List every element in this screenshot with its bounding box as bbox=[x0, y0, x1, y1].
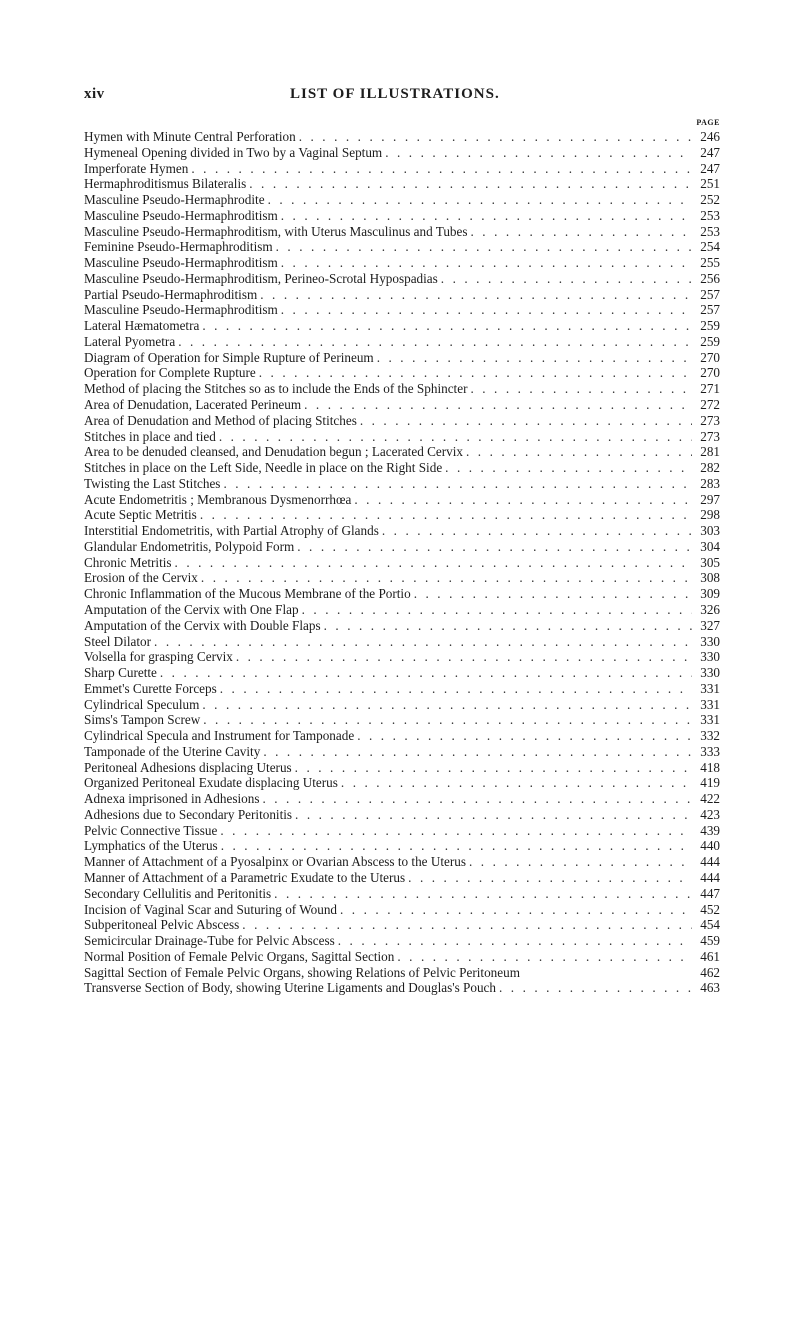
entry-label: Chronic Inflammation of the Mucous Membrane of the Portio bbox=[84, 586, 411, 602]
entry-page: 461 bbox=[700, 948, 720, 964]
entry-label: Feminine Pseudo-Hermaphroditism bbox=[84, 239, 273, 255]
entry-label: Imperforate Hymen bbox=[84, 160, 189, 176]
entry-page: 259 bbox=[700, 333, 720, 349]
entry-page: 270 bbox=[700, 349, 720, 365]
dot-leader bbox=[242, 917, 692, 933]
list-item bbox=[84, 523, 720, 539]
list-item bbox=[84, 697, 720, 713]
list-item bbox=[84, 807, 720, 823]
dot-leader bbox=[202, 697, 692, 713]
entry-label: Incision of Vaginal Scar and Suturing of Wound bbox=[84, 901, 338, 917]
entry-page: 253 bbox=[700, 207, 720, 223]
entry-label: Pelvic Connective Tissue bbox=[84, 822, 218, 838]
entry-label: Masculine Pseudo-Hermaphroditism bbox=[84, 207, 278, 223]
list-item bbox=[84, 602, 720, 618]
list-item bbox=[84, 476, 720, 492]
entry-label: Normal Position of Female Pelvic Organs, Sagittal Section bbox=[84, 948, 395, 964]
entry-label: Peritoneal Adhesions displacing Uterus bbox=[84, 759, 292, 775]
list-item bbox=[84, 886, 720, 902]
entry-page: 454 bbox=[700, 917, 720, 933]
list-item bbox=[84, 255, 720, 271]
entry-label: Acute Septic Metritis bbox=[84, 507, 197, 523]
entry-label: Lateral Pyometra bbox=[84, 333, 176, 349]
list-item bbox=[84, 145, 720, 161]
entry-page: 247 bbox=[700, 144, 720, 160]
dot-leader bbox=[223, 476, 692, 492]
list-item bbox=[84, 129, 720, 145]
list-item bbox=[84, 649, 720, 665]
list-item bbox=[84, 728, 720, 744]
dot-leader bbox=[382, 523, 692, 539]
entry-label: Lymphatics of the Uterus bbox=[84, 838, 218, 854]
dot-leader bbox=[408, 870, 692, 886]
entry-page: 327 bbox=[700, 617, 720, 633]
dot-leader bbox=[259, 365, 692, 381]
dot-leader bbox=[469, 854, 692, 870]
dot-leader bbox=[471, 224, 692, 240]
list-item bbox=[84, 760, 720, 776]
entry-page: 444 bbox=[700, 869, 720, 885]
list-item bbox=[84, 744, 720, 760]
dot-leader bbox=[360, 413, 692, 429]
list-item bbox=[84, 965, 720, 981]
dot-leader bbox=[397, 949, 692, 965]
list-item bbox=[84, 397, 720, 413]
entry-page: 281 bbox=[700, 444, 720, 460]
entry-page: 253 bbox=[700, 223, 720, 239]
entry-page: 257 bbox=[700, 302, 720, 318]
entry-page: 331 bbox=[700, 712, 720, 728]
list-item bbox=[84, 539, 720, 555]
dot-leader bbox=[220, 823, 692, 839]
dot-leader bbox=[302, 602, 692, 618]
entry-page: 447 bbox=[700, 885, 720, 901]
dot-leader bbox=[445, 460, 692, 476]
dot-leader bbox=[260, 287, 692, 303]
list-item bbox=[84, 318, 720, 334]
dot-leader bbox=[262, 791, 692, 807]
dot-leader bbox=[414, 586, 692, 602]
entry-page: 254 bbox=[700, 239, 720, 255]
dot-leader bbox=[154, 634, 692, 650]
entry-page: 459 bbox=[700, 933, 720, 949]
dot-leader bbox=[470, 381, 692, 397]
entry-label: Manner of Attachment of a Parametric Exudate to the Uterus bbox=[84, 869, 406, 885]
dot-leader bbox=[236, 649, 692, 665]
dot-leader bbox=[281, 302, 692, 318]
dot-leader bbox=[175, 555, 692, 571]
entry-label: Adnexa imprisoned in Adhesions bbox=[84, 791, 260, 807]
list-item bbox=[84, 775, 720, 791]
entry-label: Lateral Hæmatometra bbox=[84, 318, 200, 334]
list-item bbox=[84, 665, 720, 681]
dot-leader bbox=[304, 397, 692, 413]
dot-leader bbox=[268, 192, 692, 208]
entry-label: Amputation of the Cervix with One Flap bbox=[84, 601, 299, 617]
list-item bbox=[84, 838, 720, 854]
entry-page: 309 bbox=[700, 586, 720, 602]
entry-page: 273 bbox=[700, 412, 720, 428]
entry-label: Hymen with Minute Central Perforation bbox=[84, 129, 296, 144]
entry-page: 330 bbox=[700, 633, 720, 649]
list-item bbox=[84, 618, 720, 634]
dot-leader bbox=[338, 933, 692, 949]
list-item bbox=[84, 917, 720, 933]
entry-page: 331 bbox=[700, 680, 720, 696]
entry-label: Sagittal Section of Female Pelvic Organs, showing Relations of Pelvic Peritoneum bbox=[84, 964, 520, 980]
entry-page: 255 bbox=[700, 255, 720, 271]
dot-leader bbox=[221, 838, 692, 854]
list-item bbox=[84, 507, 720, 523]
list-item bbox=[84, 712, 720, 728]
entry-page: 257 bbox=[700, 286, 720, 302]
entry-page: 330 bbox=[700, 665, 720, 681]
list-item bbox=[84, 302, 720, 318]
dot-leader bbox=[220, 681, 692, 697]
entry-label: Subperitoneal Pelvic Abscess bbox=[84, 917, 240, 933]
list-item bbox=[84, 681, 720, 697]
dot-leader bbox=[202, 318, 692, 334]
dot-leader bbox=[295, 760, 692, 776]
entry-page: 326 bbox=[700, 601, 720, 617]
entry-page: 444 bbox=[700, 854, 720, 870]
entry-label: Twisting the Last Stitches bbox=[84, 475, 221, 491]
dot-leader bbox=[297, 539, 692, 555]
list-item bbox=[84, 287, 720, 303]
entry-page: 452 bbox=[700, 901, 720, 917]
entry-label: Secondary Cellulitis and Peritonitis bbox=[84, 885, 272, 901]
entry-page: 305 bbox=[700, 554, 720, 570]
entry-page: 246 bbox=[700, 129, 720, 144]
entry-page: 463 bbox=[700, 980, 720, 996]
entry-label: Masculine Pseudo-Hermaphroditism, Perineo-Scrotal Hypospadias bbox=[84, 270, 438, 286]
entry-page: 271 bbox=[700, 381, 720, 397]
page-title: LIST OF ILLUSTRATIONS. bbox=[290, 86, 500, 102]
list-item bbox=[84, 823, 720, 839]
list-item bbox=[84, 902, 720, 918]
list-item bbox=[84, 460, 720, 476]
dot-leader bbox=[191, 161, 692, 177]
entry-label: Diagram of Operation for Simple Rupture of Perineum bbox=[84, 349, 374, 365]
entry-page: 283 bbox=[700, 475, 720, 491]
dot-leader bbox=[203, 712, 692, 728]
dot-leader bbox=[219, 429, 692, 445]
list-item bbox=[84, 350, 720, 366]
dot-leader bbox=[357, 728, 692, 744]
entry-page: 423 bbox=[700, 806, 720, 822]
list-item bbox=[84, 949, 720, 965]
entry-page: 282 bbox=[700, 460, 720, 476]
entry-page: 462 bbox=[700, 964, 720, 980]
list-item bbox=[84, 381, 720, 397]
entry-label: Transverse Section of Body, showing Uterine Ligaments and Douglas's Pouch bbox=[84, 980, 496, 996]
entry-label: Steel Dilator bbox=[84, 633, 152, 649]
entry-page: 330 bbox=[700, 649, 720, 665]
dot-leader bbox=[281, 208, 692, 224]
list-item bbox=[84, 444, 720, 460]
entry-page: 419 bbox=[700, 775, 720, 791]
entry-label: Area of Denudation, Lacerated Perineum bbox=[84, 397, 302, 413]
entry-label: Cylindrical Specula and Instrument for Tamponade bbox=[84, 728, 355, 744]
dot-leader bbox=[200, 507, 692, 523]
entry-label: Glandular Endometritis, Polypoid Form bbox=[84, 538, 295, 554]
entry-page: 418 bbox=[700, 759, 720, 775]
page-column-label: PAGE bbox=[696, 118, 720, 127]
entry-label: Cylindrical Speculum bbox=[84, 696, 200, 712]
entry-page: 273 bbox=[700, 428, 720, 444]
entry-label: Erosion of the Cervix bbox=[84, 570, 198, 586]
dot-leader bbox=[324, 618, 692, 634]
list-item bbox=[84, 870, 720, 886]
entry-page: 247 bbox=[700, 160, 720, 176]
entry-page: 304 bbox=[700, 538, 720, 554]
entry-label: Hymeneal Opening divided in Two by a Vaginal Septum bbox=[84, 144, 383, 160]
list-item bbox=[84, 429, 720, 445]
dot-leader bbox=[281, 255, 692, 271]
entry-page: 332 bbox=[700, 728, 720, 744]
entry-label: Adhesions due to Secondary Peritonitis bbox=[84, 806, 293, 822]
entry-label: Masculine Pseudo-Hermaphroditism bbox=[84, 255, 278, 271]
entry-label: Masculine Pseudo-Hermaphroditism bbox=[84, 302, 278, 318]
list-item bbox=[84, 208, 720, 224]
entry-label: Chronic Metritis bbox=[84, 554, 172, 570]
list-item bbox=[84, 570, 720, 586]
list-item bbox=[84, 413, 720, 429]
entry-label: Stitches in place and tied bbox=[84, 428, 216, 444]
entry-label: Area of Denudation and Method of placing Stitches bbox=[84, 412, 357, 428]
list-item bbox=[84, 555, 720, 571]
dot-leader bbox=[295, 807, 692, 823]
entry-page: 256 bbox=[700, 270, 720, 286]
list-item bbox=[84, 791, 720, 807]
list-item bbox=[84, 176, 720, 192]
list-item bbox=[84, 634, 720, 650]
list-item bbox=[84, 161, 720, 177]
entry-label: Volsella for grasping Cervix bbox=[84, 649, 233, 665]
page-number: xiv bbox=[84, 86, 105, 102]
entry-page: 252 bbox=[700, 192, 720, 208]
dot-leader bbox=[385, 145, 692, 161]
dot-leader bbox=[160, 665, 692, 681]
dot-leader bbox=[201, 570, 692, 586]
list-item bbox=[84, 492, 720, 508]
entry-label: Method of placing the Stitches so as to include the Ends of the Sphincter bbox=[84, 381, 468, 397]
entry-label: Acute Endometritis ; Membranous Dysmenorrhœa bbox=[84, 491, 352, 507]
dot-leader bbox=[299, 129, 692, 145]
list-item bbox=[84, 365, 720, 381]
entry-page: 297 bbox=[700, 491, 720, 507]
list-item bbox=[84, 192, 720, 208]
list-item bbox=[84, 854, 720, 870]
list-item bbox=[84, 271, 720, 287]
list-item bbox=[84, 224, 720, 240]
entry-page: 333 bbox=[700, 743, 720, 759]
entry-page: 303 bbox=[700, 523, 720, 539]
entry-page: 308 bbox=[700, 570, 720, 586]
dot-leader bbox=[263, 744, 692, 760]
dot-leader bbox=[274, 886, 692, 902]
dot-leader bbox=[249, 176, 692, 192]
entry-label: Area to be denuded cleansed, and Denudation begun ; Lacerated Cervix bbox=[84, 444, 463, 460]
entry-label: Sims's Tampon Screw bbox=[84, 712, 201, 728]
entry-label: Semicircular Drainage-Tube for Pelvic Abscess bbox=[84, 933, 335, 949]
dot-leader bbox=[441, 271, 692, 287]
entry-label: Sharp Curette bbox=[84, 665, 157, 681]
entry-label: Emmet's Curette Forceps bbox=[84, 680, 217, 696]
list-item bbox=[84, 980, 720, 996]
dot-leader bbox=[276, 239, 692, 255]
entry-page: 298 bbox=[700, 507, 720, 523]
dot-leader bbox=[340, 902, 692, 918]
entry-label: Interstitial Endometritis, with Partial Atrophy of Glands bbox=[84, 523, 379, 539]
list-item bbox=[84, 239, 720, 255]
list-item bbox=[84, 933, 720, 949]
entry-label: Amputation of the Cervix with Double Flaps bbox=[84, 617, 321, 633]
running-head bbox=[84, 86, 718, 106]
entry-page: 259 bbox=[700, 318, 720, 334]
entry-label: Masculine Pseudo-Hermaphroditism, with Uterus Masculinus and Tubes bbox=[84, 223, 468, 239]
entry-label: Masculine Pseudo-Hermaphrodite bbox=[84, 192, 265, 208]
entry-label: Manner of Attachment of a Pyosalpinx or Ovarian Abscess to the Uterus bbox=[84, 854, 466, 870]
entry-label: Hermaphroditismus Bilateralis bbox=[84, 176, 247, 192]
entry-page: 439 bbox=[700, 822, 720, 838]
entry-label: Organized Peritoneal Exudate displacing Uterus bbox=[84, 775, 338, 791]
entry-label: Operation for Complete Rupture bbox=[84, 365, 256, 381]
entry-page: 270 bbox=[700, 365, 720, 381]
dot-leader bbox=[499, 980, 692, 996]
entry-label: Tamponade of the Uterine Cavity bbox=[84, 743, 261, 759]
entry-page: 440 bbox=[700, 838, 720, 854]
dot-leader bbox=[377, 350, 692, 366]
list-item bbox=[84, 334, 720, 350]
dot-leader bbox=[354, 492, 692, 508]
entry-page: 422 bbox=[700, 791, 720, 807]
list-item bbox=[84, 586, 720, 602]
entry-page: 251 bbox=[700, 176, 720, 192]
illustrations-list bbox=[84, 129, 720, 996]
entry-page: 331 bbox=[700, 696, 720, 712]
entry-label: Partial Pseudo-Hermaphroditism bbox=[84, 286, 258, 302]
entry-label: Stitches in place on the Left Side, Needle in place on the Right Side bbox=[84, 460, 443, 476]
entry-page: 272 bbox=[700, 397, 720, 413]
dot-leader bbox=[178, 334, 692, 350]
dot-leader bbox=[466, 444, 692, 460]
dot-leader bbox=[341, 775, 692, 791]
